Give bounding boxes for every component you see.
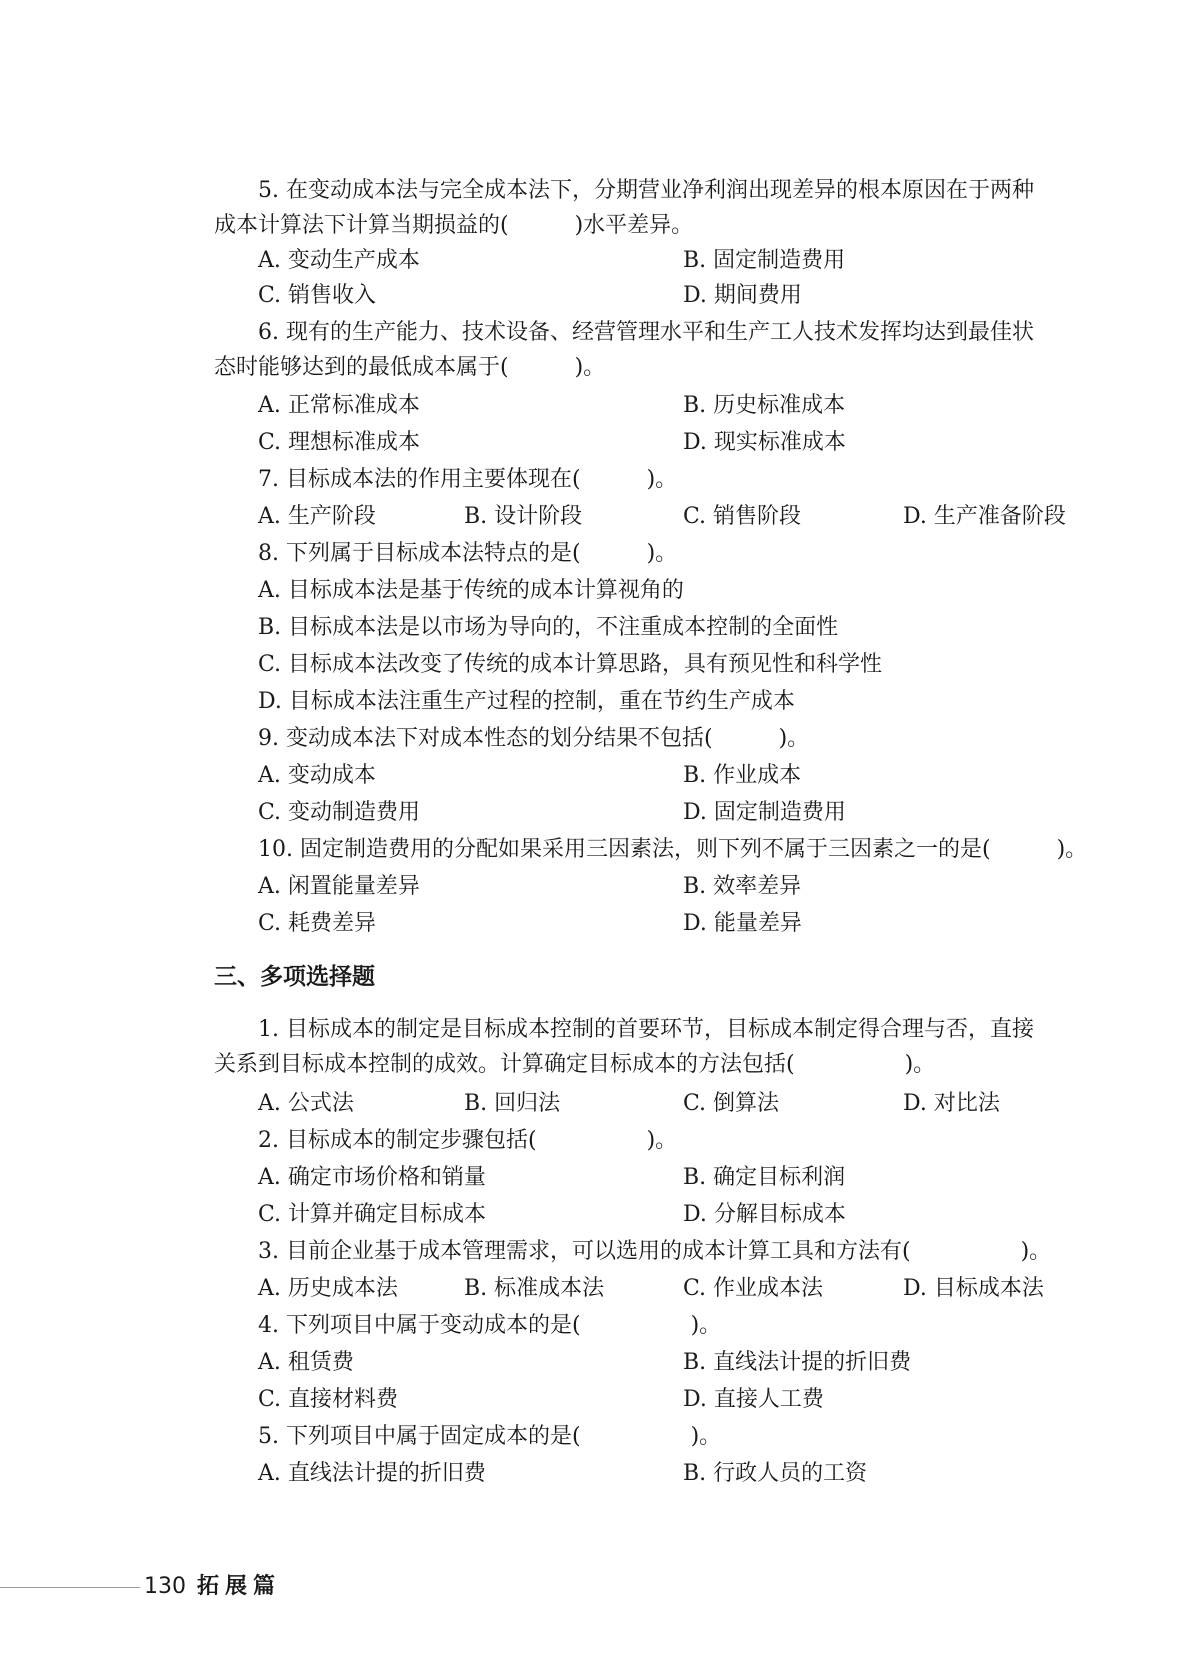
option: A. 变动生产成本 [258, 248, 420, 273]
option: C. 目标成本法改变了传统的成本计算思路，具有预见性和科学性 [258, 652, 883, 677]
question-stem-cont: 成本计算法下计算当期损益的( )水平差异。 [214, 213, 694, 238]
option: B. 固定制造费用 [683, 248, 846, 273]
question-stem: 4. 下列项目中属于变动成本的是( )。 [258, 1313, 722, 1338]
option: C. 理想标准成本 [258, 430, 421, 455]
option: A. 生产阶段 [258, 504, 376, 529]
question-stem: 7. 目标成本法的作用主要体现在( )。 [258, 467, 678, 492]
option: D. 现实标准成本 [683, 430, 846, 455]
section-heading: 三、多项选择题 [214, 964, 375, 990]
option: B. 作业成本 [683, 763, 802, 788]
option: B. 效率差异 [683, 874, 802, 899]
option: A. 变动成本 [258, 763, 376, 788]
option: D. 直接人工费 [683, 1387, 824, 1412]
question-stem: 5. 在变动成本法与完全成本法下，分期营业净利润出现差异的根本原因在于两种 [258, 178, 1034, 203]
option: B. 历史标准成本 [683, 393, 846, 418]
option: D. 目标成本法 [903, 1276, 1044, 1301]
option: B. 确定目标利润 [683, 1165, 846, 1190]
running-footer-title: 拓展篇 [197, 1574, 282, 1599]
question-stem: 1. 目标成本的制定是目标成本控制的首要环节，目标成本制定得合理与否，直接 [258, 1017, 1034, 1042]
option: D. 分解目标成本 [683, 1202, 846, 1227]
question-stem: 6. 现有的生产能力、技术设备、经营管理水平和生产工人技术发挥均达到最佳状 [258, 320, 1034, 345]
question-stem-cont: 关系到目标成本控制的成效。计算确定目标成本的方法包括( )。 [214, 1052, 936, 1077]
page-number: 130 [144, 1574, 186, 1599]
question-stem-cont: 态时能够达到的最低成本属于( )。 [214, 355, 606, 380]
option: B. 设计阶段 [464, 504, 583, 529]
option: A. 租赁费 [258, 1350, 354, 1375]
option: A. 直线法计提的折旧费 [258, 1461, 486, 1486]
question-stem: 10. 固定制造费用的分配如果采用三因素法，则下列不属于三因素之一的是( )。 [258, 837, 1088, 862]
option: C. 销售收入 [258, 283, 377, 308]
question-stem: 5. 下列项目中属于固定成本的是( )。 [258, 1424, 722, 1449]
option: D. 固定制造费用 [683, 800, 846, 825]
option: A. 公式法 [258, 1091, 354, 1116]
option: A. 历史成本法 [258, 1276, 398, 1301]
option: C. 变动制造费用 [258, 800, 421, 825]
option: D. 能量差异 [683, 911, 802, 936]
question-stem: 8. 下列属于目标成本法特点的是( )。 [258, 541, 678, 566]
option: D. 生产准备阶段 [903, 504, 1066, 529]
option: A. 确定市场价格和销量 [258, 1165, 486, 1190]
option: D. 目标成本法注重生产过程的控制，重在节约生产成本 [258, 689, 795, 714]
option: C. 倒算法 [683, 1091, 780, 1116]
option: C. 直接材料费 [258, 1387, 399, 1412]
option: D. 期间费用 [683, 283, 802, 308]
question-stem: 9. 变动成本法下对成本性态的划分结果不包括( )。 [258, 726, 810, 751]
option: A. 目标成本法是基于传统的成本计算视角的 [258, 578, 684, 603]
footer-rule [0, 1587, 140, 1588]
option: A. 闲置能量差异 [258, 874, 420, 899]
option: B. 回归法 [464, 1091, 561, 1116]
option: C. 销售阶段 [683, 504, 802, 529]
option: D. 对比法 [903, 1091, 1000, 1116]
option: C. 作业成本法 [683, 1276, 824, 1301]
option: B. 直线法计提的折旧费 [683, 1350, 912, 1375]
option: B. 标准成本法 [464, 1276, 605, 1301]
option: B. 目标成本法是以市场为导向的，不注重成本控制的全面性 [258, 615, 839, 640]
option: C. 计算并确定目标成本 [258, 1202, 487, 1227]
option: B. 行政人员的工资 [683, 1461, 868, 1486]
question-stem: 3. 目前企业基于成本管理需求，可以选用的成本计算工具和方法有( )。 [258, 1239, 1052, 1264]
option: C. 耗费差异 [258, 911, 377, 936]
question-stem: 2. 目标成本的制定步骤包括( )。 [258, 1128, 678, 1153]
option: A. 正常标准成本 [258, 393, 420, 418]
